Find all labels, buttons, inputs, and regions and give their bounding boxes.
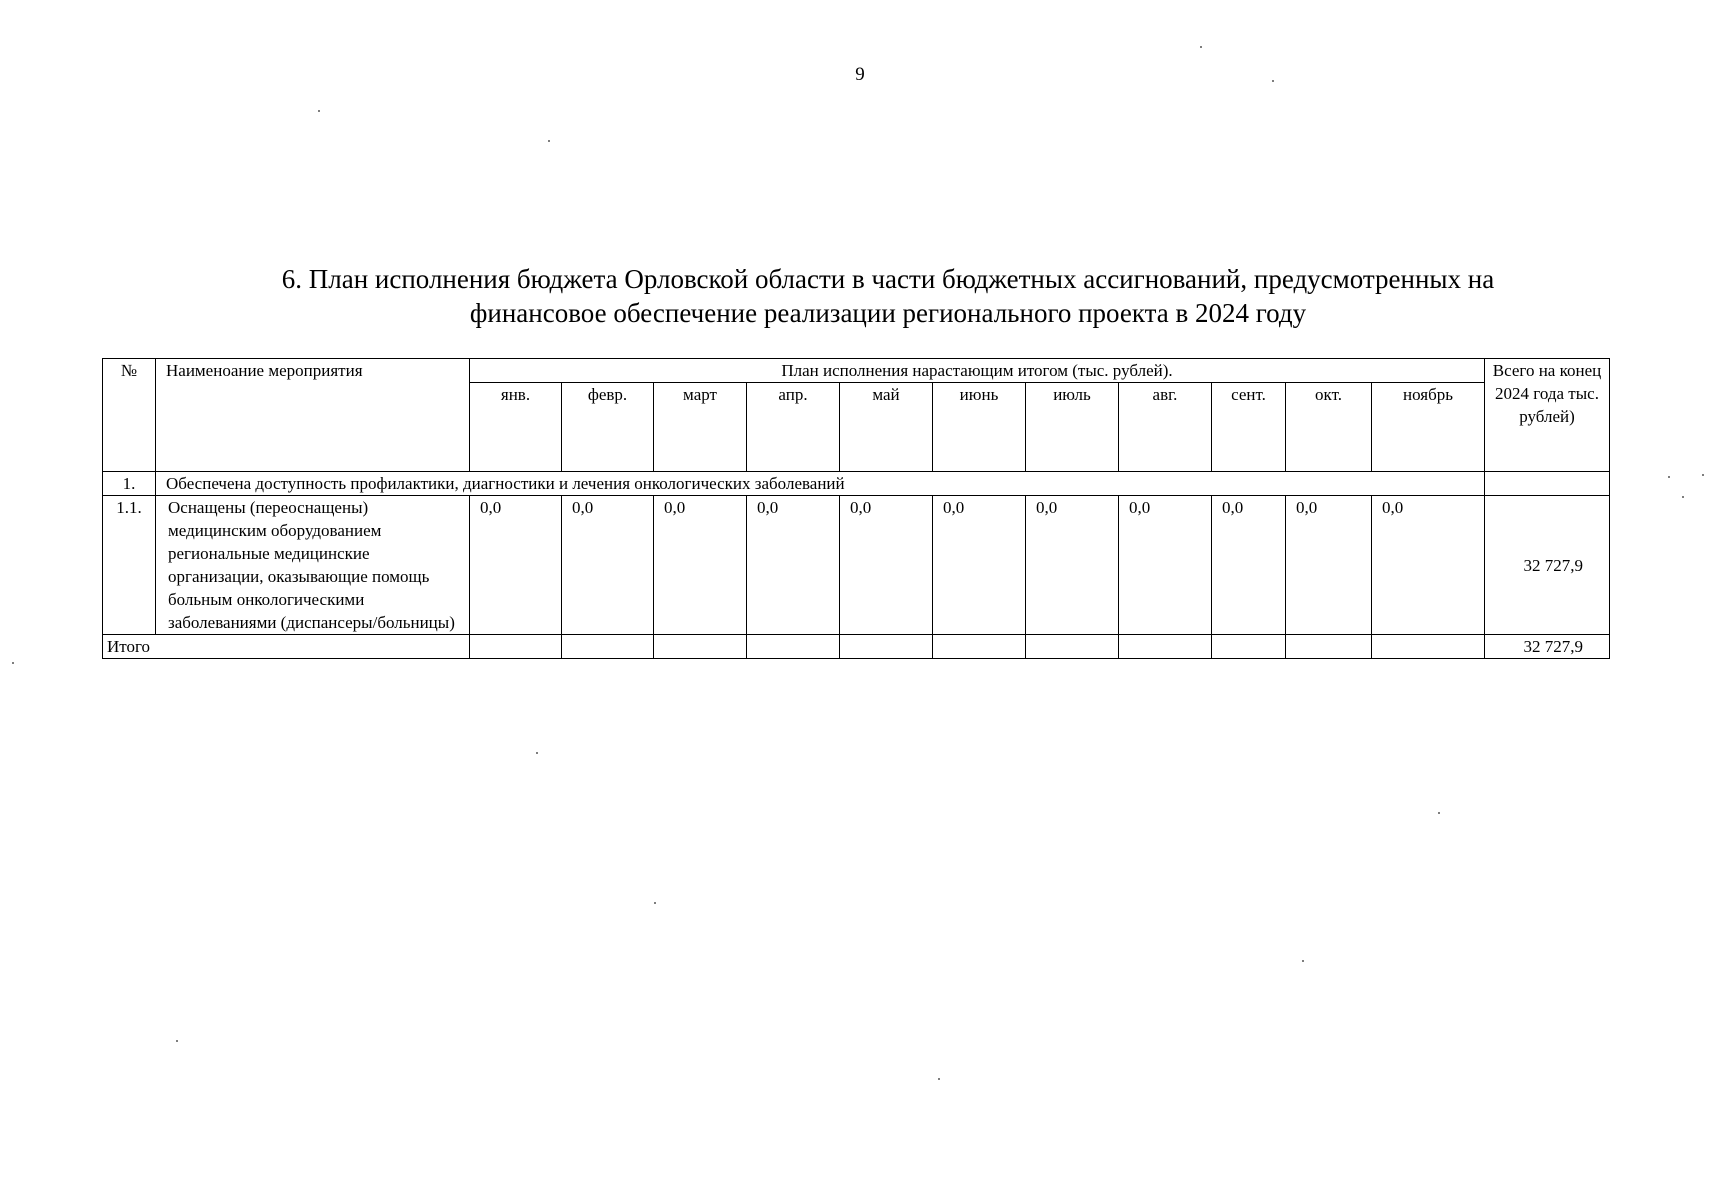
header-month: июнь — [933, 383, 1026, 472]
footer-row — [103, 635, 1610, 659]
row-name: Оснащены (переоснащены) медицинским оборудованием региональные медицинские организации, оказывающие помощь больным онкологическими заболеваниями (диспансеры/больницы) — [156, 496, 470, 635]
footer-cell — [1212, 635, 1286, 659]
footer-cell — [747, 635, 840, 659]
scan-speck — [654, 902, 656, 904]
header-month: май — [840, 383, 933, 472]
scan-speck — [1302, 960, 1304, 962]
scan-speck — [1200, 46, 1202, 48]
section-text: Обеспечена доступность профилактики, диагностики и лечения онкологических заболеваний — [156, 472, 1485, 496]
header-month: февр. — [562, 383, 654, 472]
scan-speck — [1682, 496, 1684, 498]
header-num: № — [103, 359, 156, 472]
row-value: 0,0 — [840, 496, 933, 635]
row-value: 0,0 — [470, 496, 562, 635]
header-month: янв. — [470, 383, 562, 472]
header-month: июль — [1026, 383, 1119, 472]
footer-cell — [1026, 635, 1119, 659]
title-line-2: финансовое обеспечение реализации регионального проекта в 2024 году — [469, 298, 1307, 328]
footer-cell — [562, 635, 654, 659]
row-value: 0,0 — [1119, 496, 1212, 635]
section-total-cell — [1485, 472, 1610, 496]
footer-cell — [1372, 635, 1485, 659]
footer-cell — [470, 635, 562, 659]
header-month: авг. — [1119, 383, 1212, 472]
section-num: 1. — [103, 472, 156, 496]
document-title — [100, 262, 1676, 330]
footer-cell — [933, 635, 1026, 659]
scan-speck — [548, 140, 550, 142]
footer-label: Итого — [103, 635, 470, 659]
header-plan: План исполнения нарастающим итогом (тыс. рублей). — [470, 359, 1485, 383]
table-row — [103, 496, 1610, 635]
title-line-1: 6. План исполнения бюджета Орловской области в части бюджетных ассигнований, предусмотренных на — [281, 264, 1495, 294]
header-row-1 — [103, 359, 1610, 383]
page-number: 9 — [855, 64, 865, 85]
budget-plan-table — [102, 358, 1610, 659]
header-month: окт. — [1286, 383, 1372, 472]
row-value: 0,0 — [1372, 496, 1485, 635]
section-row — [103, 472, 1610, 496]
row-value: 0,0 — [654, 496, 747, 635]
row-value: 0,0 — [747, 496, 840, 635]
footer-cell — [1119, 635, 1212, 659]
row-value: 0,0 — [1026, 496, 1119, 635]
header-month: ноябрь — [1372, 383, 1485, 472]
scan-speck — [1668, 476, 1670, 478]
row-value: 0,0 — [1212, 496, 1286, 635]
scan-speck — [1702, 474, 1704, 476]
row-value: 0,0 — [1286, 496, 1372, 635]
header-total: Всего на конец 2024 года тыс. рублей) — [1485, 359, 1610, 472]
scan-speck — [1438, 812, 1440, 814]
scan-speck — [176, 1040, 178, 1042]
row-num: 1.1. — [103, 496, 156, 635]
scan-speck — [938, 1078, 940, 1080]
footer-cell — [1286, 635, 1372, 659]
header-month: апр. — [747, 383, 840, 472]
row-value: 0,0 — [933, 496, 1026, 635]
header-month: сент. — [1212, 383, 1286, 472]
row-total: 32 727,9 — [1485, 496, 1610, 635]
row-value: 0,0 — [562, 496, 654, 635]
footer-cell — [654, 635, 747, 659]
footer-total: 32 727,9 — [1485, 635, 1610, 659]
scan-speck — [1272, 80, 1274, 82]
scan-speck — [318, 110, 320, 112]
footer-cell — [840, 635, 933, 659]
header-name: Наименоание мероприятия — [156, 359, 470, 472]
scan-speck — [536, 752, 538, 754]
header-month: март — [654, 383, 747, 472]
scan-speck — [12, 662, 14, 664]
